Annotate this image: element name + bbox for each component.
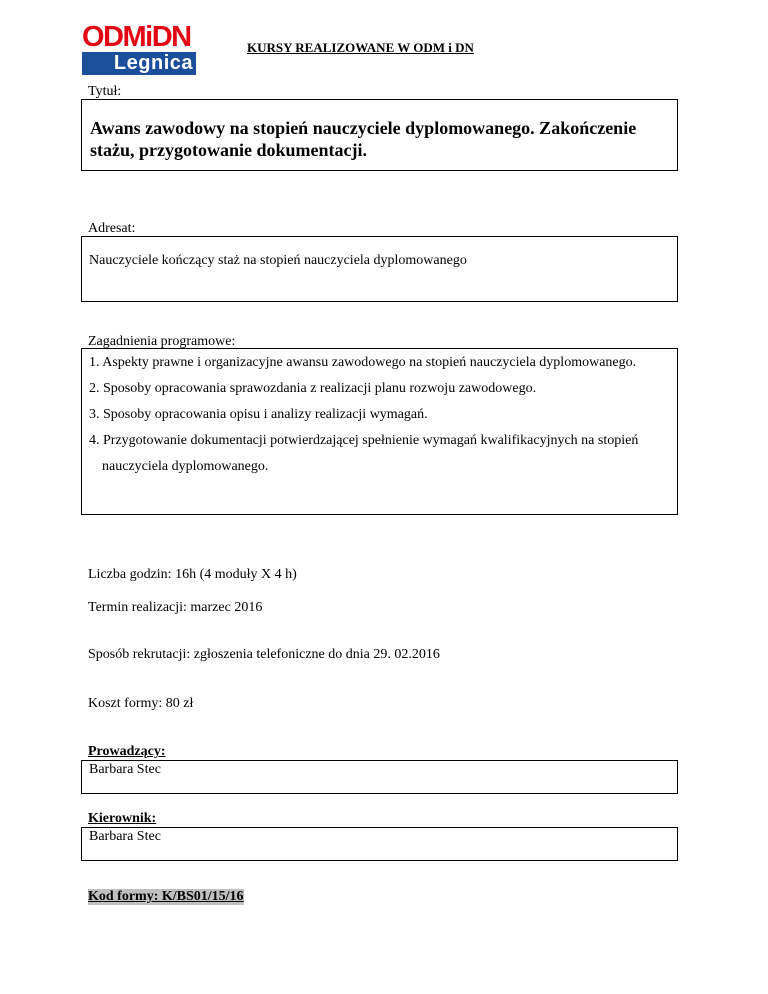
instructor-box (81, 760, 678, 794)
logo-top-text: ODMiDN (82, 22, 191, 52)
cost-info: Koszt formy: 80 zł (88, 696, 194, 711)
addressee-box (81, 236, 678, 302)
topic-item: 1. Aspekty prawne i organizacyjne awansu zawodowego na stopień nauczyciela dyplomowanego. (89, 355, 637, 370)
topics-box (81, 348, 678, 515)
title-label: Tytuł: (88, 84, 122, 99)
logo-bottom-text: Legnica (82, 52, 196, 75)
instructor-name: Barbara Stec (89, 762, 161, 777)
recruitment-info: Sposób rekrutacji: zgłoszenia telefoniczne do dnia 29. 02.2016 (88, 647, 440, 662)
manager-box (81, 827, 678, 861)
form-code: Kod formy: K/BS01/15/16 (88, 889, 244, 904)
topic-item: 3. Sposoby opracowania opisu i analizy realizacji wymagań. (89, 407, 428, 422)
page-header-title: KURSY REALIZOWANE W ODM i DN (247, 40, 474, 55)
manager-name: Barbara Stec (89, 829, 161, 844)
addressee-value: Nauczyciele kończący staż na stopień nauczyciela dyplomowanego (89, 253, 467, 268)
odmidn-logo (82, 22, 196, 75)
title-box (81, 99, 678, 171)
topics-label: Zagadnienia programowe: (88, 334, 236, 349)
hours-info: Liczba godzin: 16h (4 moduły X 4 h) (88, 567, 297, 582)
instructor-label: Prowadzący: (88, 744, 166, 759)
addressee-label: Adresat: (88, 221, 136, 236)
manager-label: Kierownik: (88, 811, 157, 826)
term-info: Termin realizacji: marzec 2016 (88, 600, 263, 615)
topic-item: 4. Przygotowanie dokumentacji potwierdzającej spełnienie wymagań kwalifikacyjnych na stopień nauczyciela dyplomowanego. (89, 433, 639, 474)
course-title: Awans zawodowy na stopień nauczyciele dyplomowanego. Zakończenie stażu, przygotowanie dokumentacji. (90, 118, 637, 160)
topic-item: 2. Sposoby opracowania sprawozdania z realizacji planu rozwoju zawodowego. (89, 381, 537, 396)
